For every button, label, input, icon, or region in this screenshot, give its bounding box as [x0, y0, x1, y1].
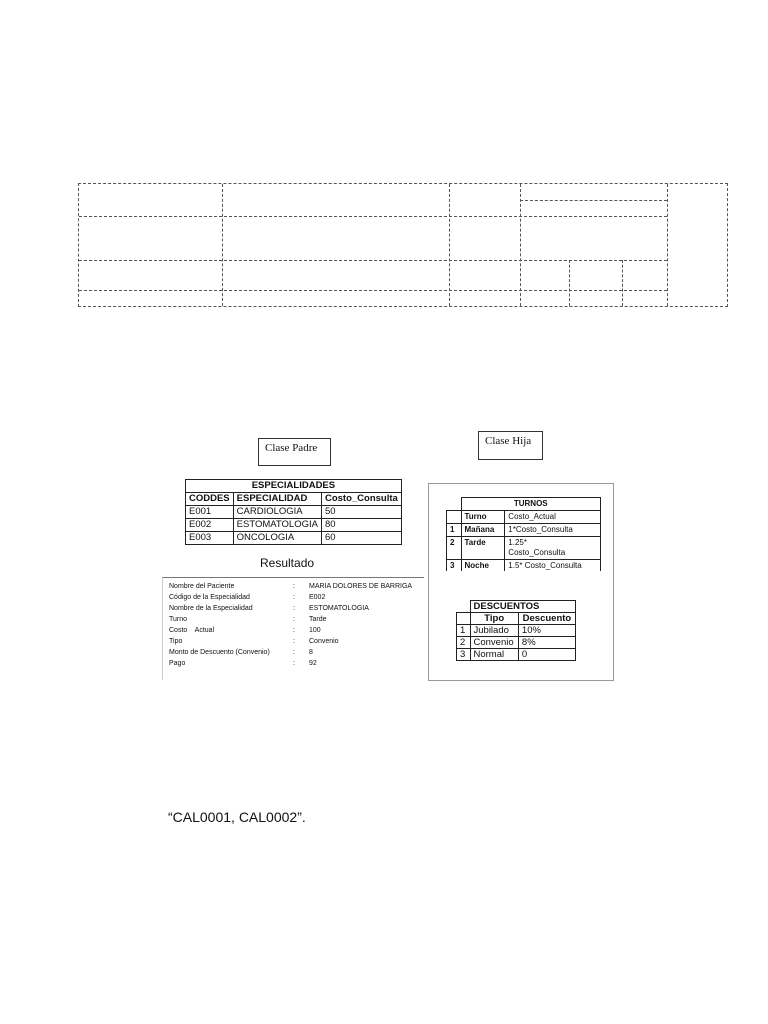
table-rule	[449, 184, 450, 306]
column-header: Costo_Actual	[505, 511, 601, 524]
field-separator: :	[293, 649, 295, 656]
table-cell: 2	[457, 637, 471, 649]
column-header: ESPECIALIDAD	[233, 493, 321, 506]
resultado-panel	[162, 577, 424, 680]
field-label: Tipo	[169, 638, 183, 645]
table-cell: Normal	[470, 649, 518, 661]
table-row	[457, 649, 576, 661]
column-header: Descuento	[518, 613, 575, 625]
codes-text: “CAL0001, CAL0002”.	[168, 809, 306, 825]
field-separator: :	[293, 627, 295, 634]
table-row	[447, 560, 601, 572]
resultado-row	[169, 615, 327, 625]
descuentos-title: DESCUENTOS	[470, 601, 576, 613]
field-label: Pago	[169, 660, 186, 667]
resultado-row	[169, 582, 412, 592]
field-value: MARIA DOLORES DE BARRIGA	[309, 583, 413, 590]
table-rule	[520, 184, 521, 306]
resultado-row	[169, 593, 325, 603]
table-cell: 60	[321, 532, 401, 545]
table-cell: 8%	[518, 637, 575, 649]
table-row	[186, 519, 402, 532]
column-header: Costo_Consulta	[321, 493, 401, 506]
table-row	[457, 637, 576, 649]
table-cell: E003	[186, 532, 234, 545]
table-cell: 10%	[518, 625, 575, 637]
table-cell: Noche	[461, 560, 505, 572]
descuentos-table	[456, 600, 576, 661]
field-separator: :	[293, 638, 295, 645]
resultado-row	[169, 648, 313, 658]
table-row	[447, 537, 601, 560]
resultado-heading: Resultado	[260, 556, 315, 570]
field-label: Costo Actual	[169, 627, 215, 634]
table-row	[457, 625, 576, 637]
field-label: Nombre del Paciente	[169, 583, 235, 590]
field-label: Código de la Especialidad	[169, 594, 250, 601]
table-rule	[79, 290, 667, 291]
table-row	[447, 524, 601, 537]
turnos-table	[446, 497, 601, 571]
table-cell: CARDIOLOGIA	[233, 506, 321, 519]
column-header: CODDES	[186, 493, 234, 506]
table-cell: Tarde	[461, 537, 505, 560]
table-cell: 2	[447, 537, 462, 560]
field-value: 100	[309, 627, 321, 634]
empty-dashed-table	[78, 183, 728, 307]
field-label: Nombre de la Especialidad	[169, 605, 253, 612]
field-value: Tarde	[309, 616, 327, 623]
table-rule	[667, 184, 668, 306]
table-cell: Mañana	[461, 524, 505, 537]
table-rule	[622, 260, 623, 306]
table-rule	[520, 200, 667, 201]
table-cell: Convenio	[470, 637, 518, 649]
field-separator: :	[293, 605, 295, 612]
table-rule	[79, 216, 667, 217]
table-cell: 1.25* Costo_Consulta	[505, 537, 601, 560]
table-rule	[569, 260, 570, 306]
table-cell: 1	[457, 625, 471, 637]
table-cell: 1.5* Costo_Consulta	[505, 560, 601, 572]
field-separator: :	[293, 594, 295, 601]
table-cell: 80	[321, 519, 401, 532]
table-cell: 0	[518, 649, 575, 661]
table-cell: 3	[457, 649, 471, 661]
field-value: E002	[309, 594, 326, 601]
table-cell: 3	[447, 560, 462, 572]
resultado-row	[169, 637, 339, 647]
table-cell: 1	[447, 524, 462, 537]
field-separator: :	[293, 660, 295, 667]
turnos-title: TURNOS	[461, 498, 601, 511]
especialidades-table	[185, 479, 398, 545]
field-value: 92	[309, 660, 317, 667]
table-cell: ONCOLOGIA	[233, 532, 321, 545]
clase-padre-label: Clase Padre	[258, 438, 331, 466]
table-cell: 1*Costo_Consulta	[505, 524, 601, 537]
especialidades-title: ESPECIALIDADES	[186, 480, 402, 493]
field-separator: :	[293, 616, 295, 623]
table-cell: E002	[186, 519, 234, 532]
field-label: Monto de Descuento (Convenio)	[169, 649, 270, 656]
table-cell: E001	[186, 506, 234, 519]
clase-hija-label: Clase Hija	[478, 431, 543, 460]
field-value: 8	[309, 649, 313, 656]
resultado-row	[169, 659, 317, 669]
column-header: Turno	[461, 511, 505, 524]
table-rule	[79, 260, 667, 261]
column-header: Tipo	[470, 613, 518, 625]
table-row	[186, 532, 402, 545]
table-cell: ESTOMATOLOGIA	[233, 519, 321, 532]
table-rule	[222, 184, 223, 306]
resultado-row	[169, 604, 369, 614]
table-cell: Jubilado	[470, 625, 518, 637]
field-value: Convenio	[309, 638, 339, 645]
field-value: ESTOMATOLOGIA	[309, 605, 369, 612]
field-separator: :	[293, 583, 295, 590]
table-row	[186, 506, 402, 519]
table-cell: 50	[321, 506, 401, 519]
field-label: Turno	[169, 616, 188, 623]
resultado-row	[169, 626, 321, 636]
